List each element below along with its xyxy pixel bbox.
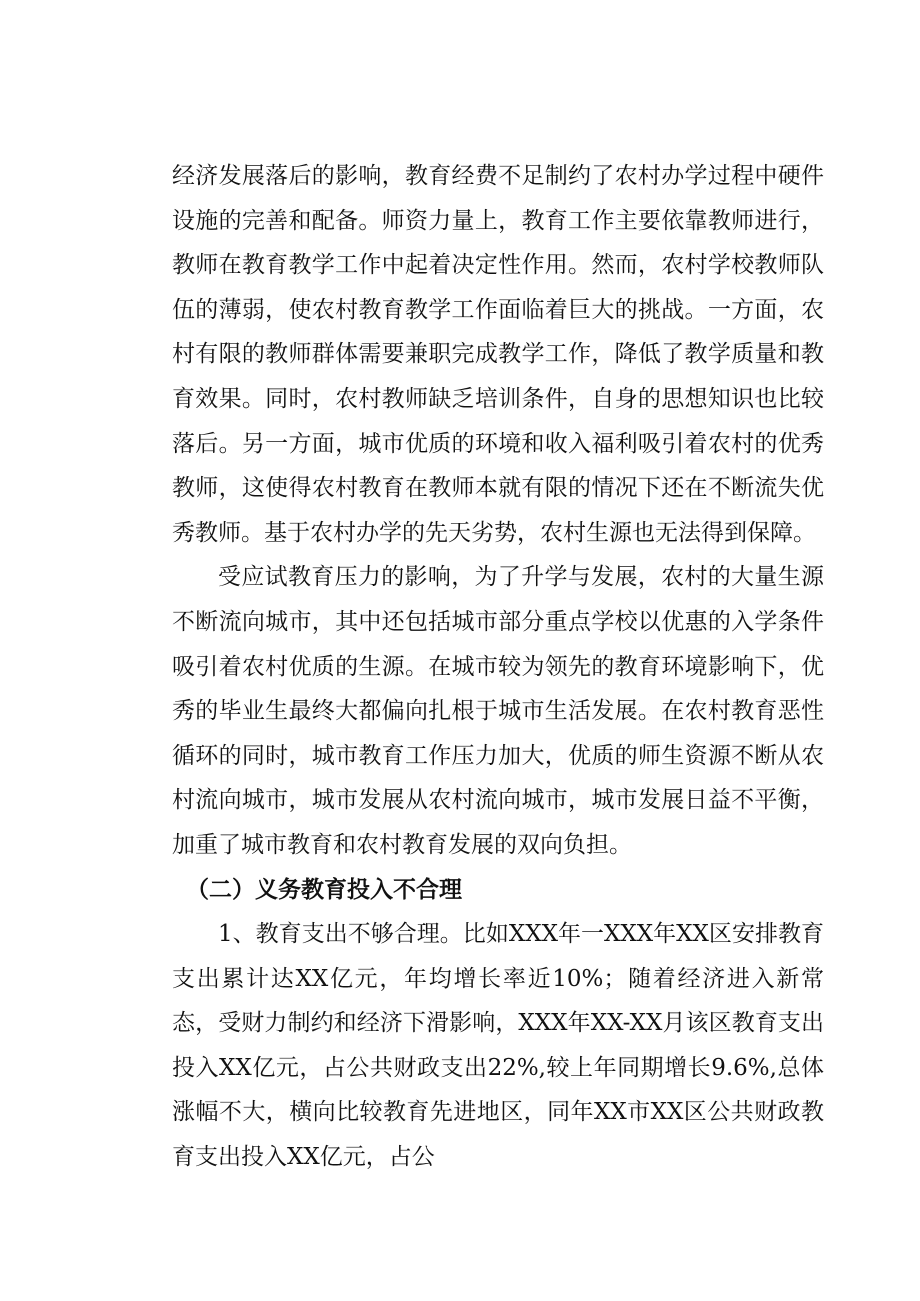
body-paragraph: 1、教育支出不够合理。比如XXX年一XXX年XX区安排教育支出累计达XX亿元，年均增长率近10%；随着经济进入新常态，受财力制约和经济下滑影响，XXX年XX-XX月该区教育支出投入XX亿元，占公共财政支出22%,较上年同期增长9.6%,总体涨幅不大，横向比较教育先进地区，同年XX市XX区公共财政教育支出投入XX亿元，占公: [172, 921, 824, 1171]
section-heading: （二）义务教育投入不合理: [186, 876, 462, 903]
body-paragraph: 受应试教育压力的影响，为了升学与发展，农村的大量生源不断流向城市，其中还包括城市部分重点学校以优惠的入学条件吸引着农村优质的生源。在城市较为领先的教育环境影响下，优秀的毕业生最终大都偏向扎根于城市生活发展。在农村教育恶性循环的同时，城市教育工作压力加大，优质的师生资源不断从农村流向城市，城市发展从农村流向城市，城市发展日益不平衡，加重了城市教育和农村教育发展的双向负担。: [172, 564, 824, 858]
document-body: [172, 154, 824, 1180]
body-paragraph: 经济发展落后的影响，教育经费不足制约了农村办学过程中硬件设施的完善和配备。师资力量上，教育工作主要依靠教师进行，教师在教育教学工作中起着决定性作用。然而，农村学校教师队伍的薄弱，使农村教育教学工作面临着巨大的挑战。一方面，农村有限的教师群体需要兼职完成教学工作，降低了教学质量和教育效果。同时，农村教师缺乏培训条件，自身的思想知识也比较落后。另一方面，城市优质的环境和收入福利吸引着农村的优秀教师，这使得农村教育在教师本就有限的情况下还在不断流失优秀教师。基于农村办学的先天劣势，农村生源也无法得到保障。: [172, 163, 824, 546]
